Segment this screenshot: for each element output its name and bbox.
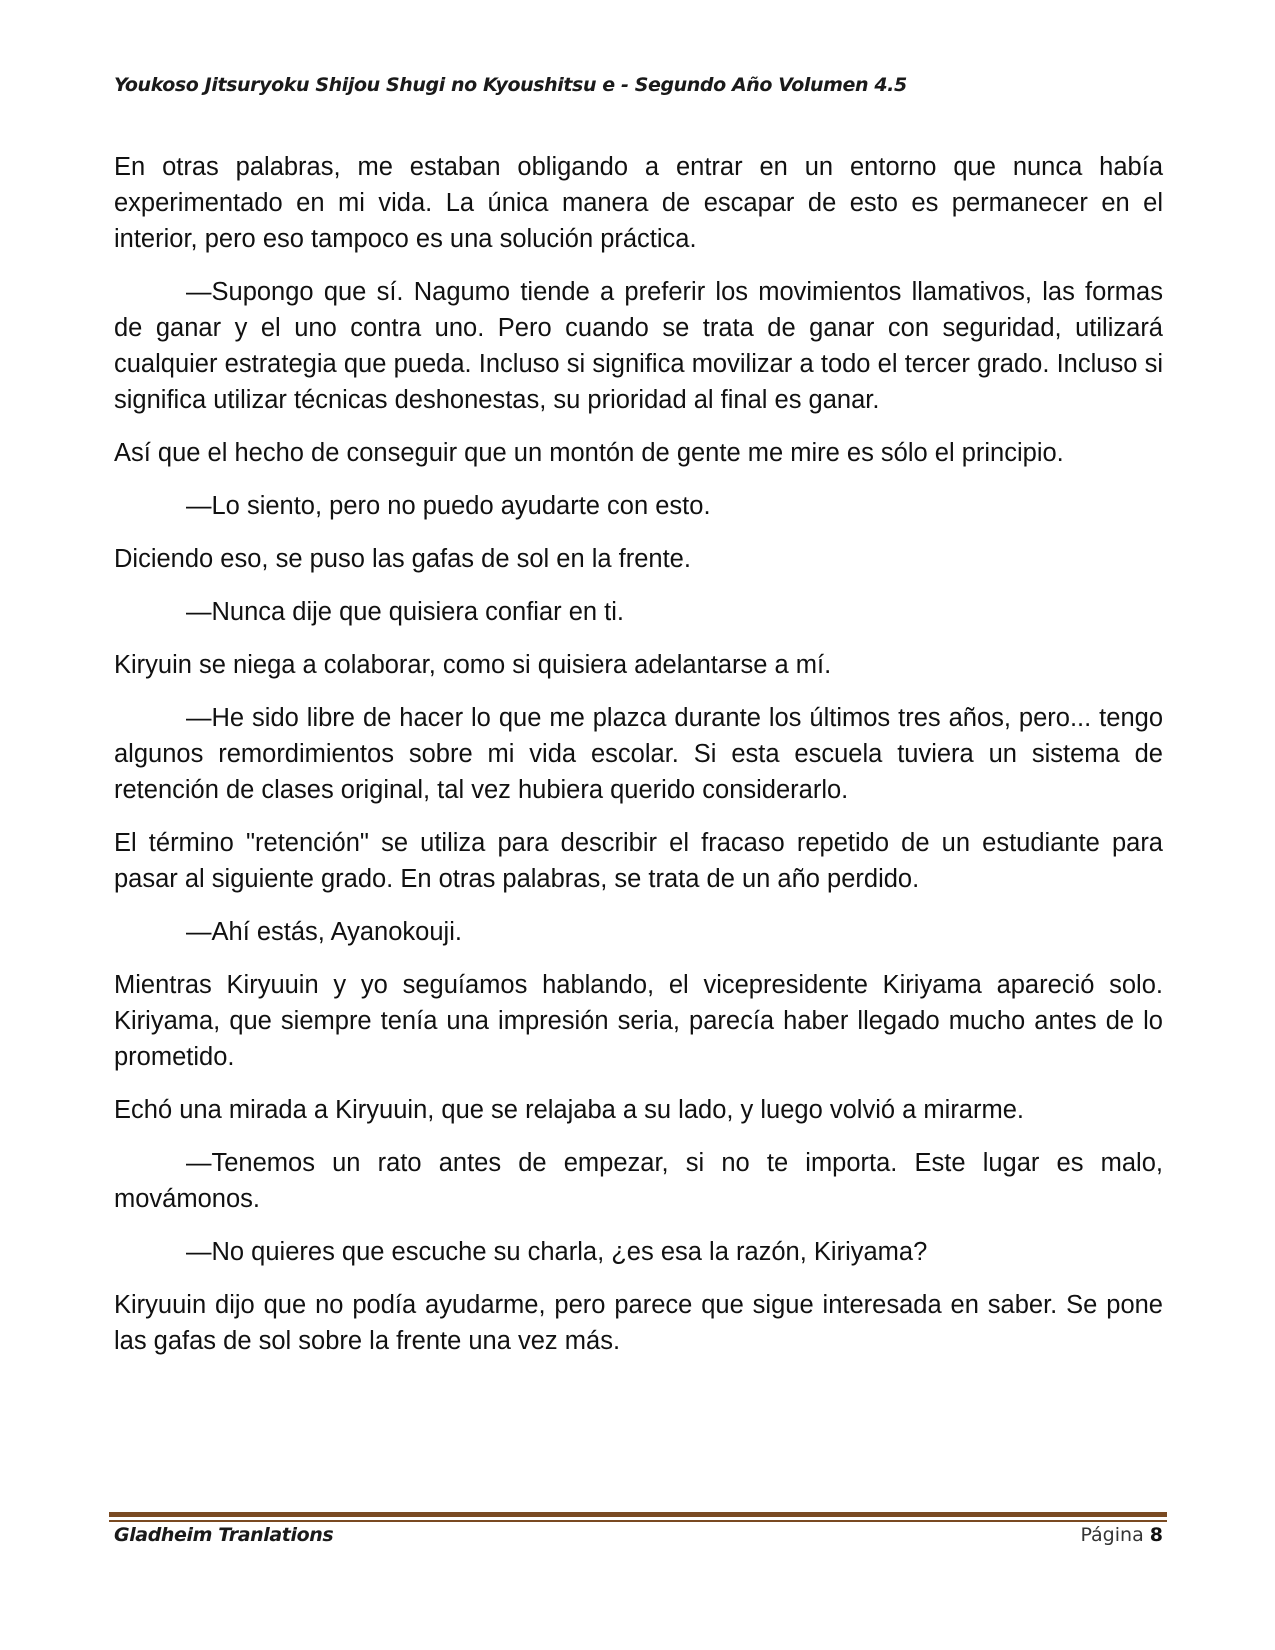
paragraph: Kiryuuin dijo que no podía ayudarme, pero parece que sigue interesada en saber. Se pone las gafas de sol sobre la frente una vez más. xyxy=(114,1291,1163,1355)
paragraph: Echó una mirada a Kiryuuin, que se relajaba a su lado, y luego volvió a mirarme. xyxy=(114,1096,1024,1124)
paragraph: Mientras Kiryuuin y yo seguíamos hablando, el vicepresidente Kiriyama apareció solo. Kiriyama, que siempre tenía una impresión seria, parecía haber llegado mucho antes de lo prometido. xyxy=(114,971,1163,1071)
dialogue-paragraph: —Nunca dije que quisiera confiar en ti. xyxy=(186,598,624,626)
footer-divider-thick xyxy=(109,1512,1167,1517)
footer-divider-thin xyxy=(109,1520,1167,1522)
paragraph: Diciendo eso, se puso las gafas de sol en la frente. xyxy=(114,545,691,573)
paragraph: En otras palabras, me estaban obligando a entrar en un entorno que nunca había experimentado en mi vida. La única manera de escapar de esto es permanecer en el interior, pero eso tampoco es una solución práctica. xyxy=(114,153,1163,253)
paragraph: Así que el hecho de conseguir que un montón de gente me mire es sólo el principio. xyxy=(114,439,1064,467)
paragraph: El término "retención" se utiliza para describir el fracaso repetido de un estudiante para pasar al siguiente grado. En otras palabras, se trata de un año perdido. xyxy=(114,829,1163,893)
dialogue-paragraph: —Lo siento, pero no puedo ayudarte con esto. xyxy=(186,492,711,520)
body-text xyxy=(114,149,1163,1376)
dialogue-paragraph: —Supongo que sí. Nagumo tiende a preferir los movimientos llamativos, las formas de ganar y el uno contra uno. Pero cuando se trata de ganar con seguridad, utilizará cualquier estrategia que pueda. Incluso si significa movilizar a todo el tercer grado. Incluso si significa utilizar técnicas deshonestas, su prioridad al final es ganar. xyxy=(114,278,1163,414)
footer-credit: Gladheim Tranlations xyxy=(114,1524,334,1546)
page-header-title: Youkoso Jitsuryoku Shijou Shugi no Kyoushitsu e - Segundo Año Volumen 4.5 xyxy=(114,74,907,96)
paragraph: Kiryuin se niega a colaborar, como si quisiera adelantarse a mí. xyxy=(114,651,832,679)
dialogue-paragraph: —Ahí estás, Ayanokouji. xyxy=(186,918,462,946)
dialogue-paragraph: —No quieres que escuche su charla, ¿es esa la razón, Kiriyama? xyxy=(186,1238,928,1266)
page-number: 8 xyxy=(1149,1524,1163,1546)
dialogue-paragraph: —He sido libre de hacer lo que me plazca durante los últimos tres años, pero... tengo algunos remordimientos sobre mi vida escolar. Si esta escuela tuviera un sistema de retención de clases original, tal vez hubiera querido considerarlo. xyxy=(114,704,1163,804)
page-label: Página xyxy=(1080,1524,1144,1546)
dialogue-paragraph: —Tenemos un rato antes de empezar, si no te importa. Este lugar es malo, movámonos. xyxy=(114,1149,1163,1213)
page-number-label xyxy=(1080,1524,1163,1546)
